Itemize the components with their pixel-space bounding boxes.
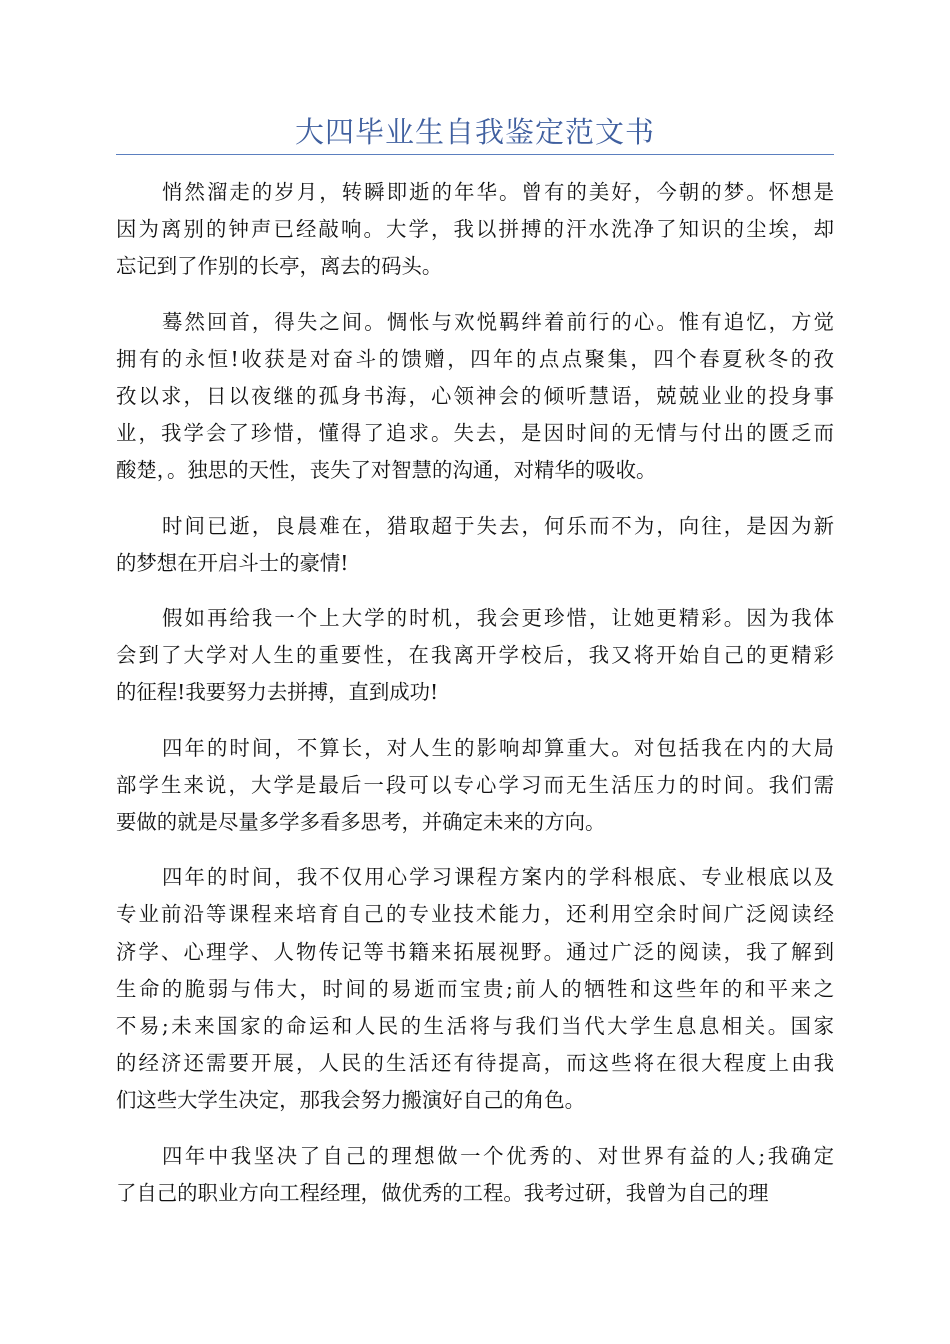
paragraph-line: 因为离别的钟声已经敲响。大学，我以拼搏的汗水洗净了知识的尘埃，却 [116,217,834,242]
paragraph-line: 时间已逝，良晨难在，猎取超于失去，何乐而不为，向往，是因为新 [162,513,834,538]
document-title: 大四毕业生自我鉴定范文书 [294,115,655,149]
paragraph [116,174,834,286]
paragraph-line: 假如再给我一个上大学的时机，我会更珍惜，让她更精彩。因为我体 [162,606,834,631]
paragraph-line: 要做的就是尽量多学多看多思考，并确定未来的方向。 [116,810,606,835]
paragraph-line: 会到了大学对人生的重要性，在我离开学校后，我又将开始自己的更精彩 [116,643,834,668]
paragraph [116,508,834,582]
paragraph [116,730,834,842]
paragraph-line: 四年的时间，我不仅用心学习课程方案内的学科根底、专业根底以及 [162,865,834,890]
paragraph [116,859,834,1119]
paragraph [116,600,834,712]
paragraph-line: 四年的时间，不算长，对人生的影响却算重大。对包括我在内的大局 [162,735,834,760]
paragraph-line: 的梦想在开启斗士的豪情! [116,550,349,575]
title-underline [116,154,834,155]
paragraph-line: 部学生来说，大学是最后一段可以专心学习而无生活压力的时间。我们需 [116,772,834,797]
paragraph-line: 了自己的职业方向工程经理，做优秀的工程。我考过研，我曾为自己的理 [116,1180,769,1205]
paragraph-line: 济学、心理学、人物传记等书籍来拓展视野。通过广泛的阅读，我了解到 [116,939,834,964]
paragraph-line: 忘记到了作别的长亭，离去的码头。 [116,254,443,279]
paragraph-line: 悄然溜走的岁月，转瞬即逝的年华。曾有的美好，今朝的梦。怀想是 [162,180,834,204]
paragraph-line: 生命的脆弱与伟大，时间的易逝而宝贵;前人的牺牲和这些年的和平来之 [116,976,834,1001]
paragraph-line: 们这些大学生决定，那我会努力搬演好自己的角色。 [116,1088,585,1113]
paragraph [116,1138,834,1212]
document-body [116,174,834,1230]
paragraph-line: 专业前沿等课程来培育自己的专业技术能力，还利用空余时间广泛阅读经 [116,902,834,927]
paragraph-line: 酸楚，。独思的天性，丧失了对智慧的沟通，对精华的吸收。 [116,458,657,483]
paragraph-line: 业，我学会了珍惜，懂得了追求。失去，是因时间的无情与付出的匮乏而 [116,421,834,446]
paragraph-line: 的征程!我要努力去拼搏，直到成功! [116,680,439,705]
paragraph-line: 不易;未来国家的命运和人民的生活将与我们当代大学生息息相关。国家 [116,1014,834,1039]
paragraph-line: 孜以求，日以夜继的孤身书海，心领神会的倾听慧语，兢兢业业的投身事 [116,384,834,409]
paragraph-line: 蓦然回首，得失之间。惆怅与欢悦羁绊着前行的心。惟有追忆，方觉 [162,309,834,334]
paragraph-line: 拥有的永恒!收获是对奋斗的馈赠，四年的点点聚集，四个春夏秋冬的孜 [116,346,834,371]
paragraph [116,304,834,490]
paragraph-line: 四年中我坚决了自己的理想做一个优秀的、对世界有益的人;我确定 [162,1143,834,1168]
paragraph-line: 的经济还需要开展，人民的生活还有待提高，而这些将在很大程度上由我 [116,1051,834,1076]
